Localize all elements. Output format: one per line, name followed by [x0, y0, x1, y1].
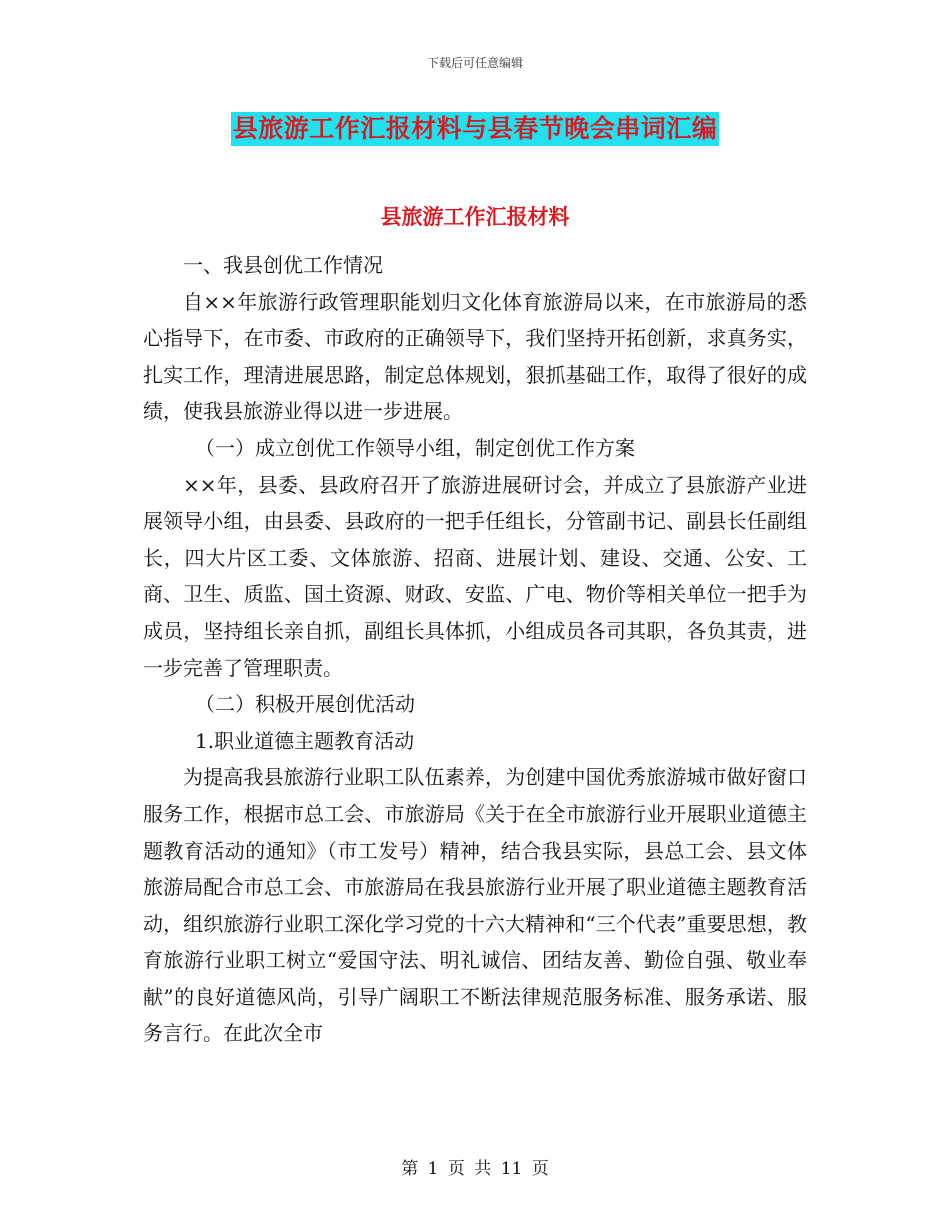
- main-title-container: [0, 112, 950, 146]
- main-title: 县旅游工作汇报材料与县春节晚会串词汇编: [231, 112, 720, 146]
- document-body: [143, 247, 807, 1052]
- heading-subsection-2: （二）积极开展创优活动: [195, 692, 415, 717]
- section-title: 县旅游工作汇报材料: [380, 204, 570, 229]
- heading-subsection-1: （一）成立创优工作领导小组，制定创优工作方案: [195, 435, 635, 460]
- page-number: 第 1 页 共 11 页: [401, 1159, 549, 1179]
- header-note: 下载后可任意编辑: [426, 56, 523, 70]
- heading-section-1: 一、我县创优工作情况: [183, 253, 383, 277]
- paragraph-ethics-education: 为提高我县旅游行业职工队伍素养，为创建中国优秀旅游城市做好窗口服务工作，根据市总工会、市旅游局《关于在全市旅游行业开展职业道德主题教育活动的通知》（市工发号）精神，结合我县实际，县总工会、县文体旅游局配合市总工会、市旅游局在我县旅游行业开展了职业道德主题教育活动，组织旅游行业职工深化学习党的十六大精神和“三个代表”重要思想，教育旅游行业职工树立“爱国守法、明礼诚信、团结友善、勤俭自强、敬业奉献”的良好道德风尚，引导广阔职工不断法律规范服务标准、服务承诺、服务言行。在此次全市: [143, 765, 807, 1046]
- heading-item-1: 1.职业道德主题教育活动: [195, 728, 415, 753]
- paragraph-intro: 自××年旅游行政管理职能划归文化体育旅游局以来，在市旅游局的悉心指导下，在市委、市政府的正确领导下，我们坚持开拓创新，求真务实，扎实工作，理清进展思路，制定总体规划，狠抓基础工作，取得了很好的成绩，使我县旅游业得以进一步进展。: [143, 289, 807, 424]
- paragraph-leadership-group: ××年，县委、县政府召开了旅游进展研讨会，并成立了县旅游产业进展领导小组，由县委、县政府的一把手任组长，分管副书记、副县长任副组长，四大片区工委、文体旅游、招商、进展计划、建设、交通、公安、工商、卫生、质监、国土资源、财政、安监、广电、物价等相关单位一把手为成员，坚持组长亲自抓，副组长具体抓，小组成员各司其职，各负其责，进一步完善了管理职责。: [143, 472, 807, 680]
